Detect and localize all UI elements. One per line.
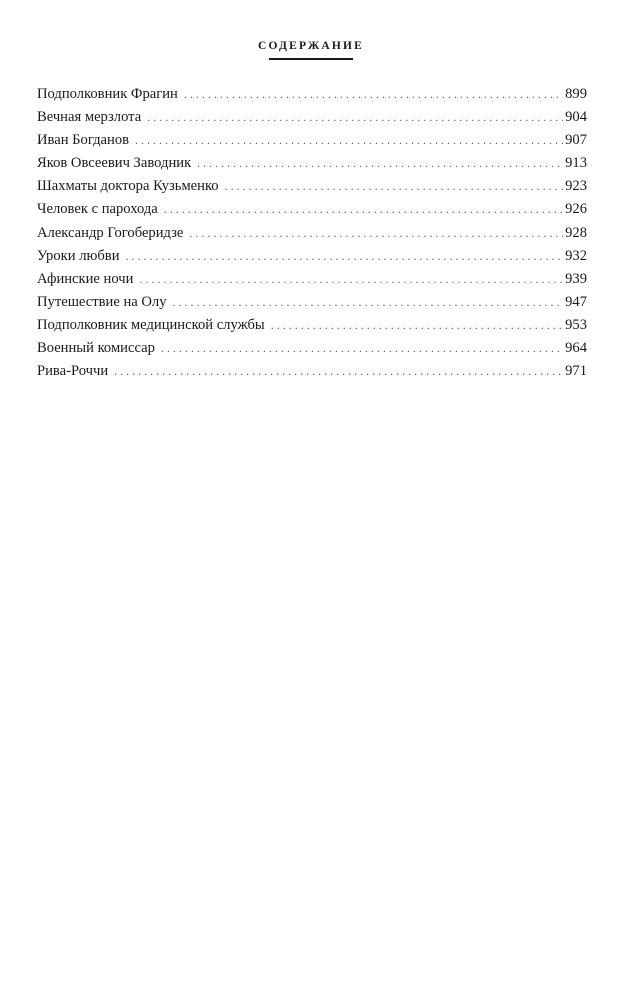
toc-entry xyxy=(37,245,587,268)
toc-entry-page: 971 xyxy=(565,363,587,380)
toc-entry-page: 923 xyxy=(565,178,587,195)
toc-entry-title: Подполковник Фрагин xyxy=(37,86,178,102)
toc-entry-title: Шахматы доктора Кузьменко xyxy=(37,178,219,195)
toc-entry-page: 907 xyxy=(565,132,587,149)
toc-entry-title: Рива-Роччи xyxy=(37,363,109,380)
dot-leader xyxy=(114,360,563,383)
toc-entry xyxy=(37,152,587,175)
dot-leader xyxy=(189,222,563,245)
dot-leader xyxy=(197,152,563,175)
toc-entry xyxy=(37,314,587,337)
toc-entry xyxy=(37,175,587,198)
toc-entry xyxy=(37,360,587,383)
title-underline xyxy=(269,58,353,60)
toc-entry xyxy=(37,291,587,314)
dot-leader xyxy=(139,268,563,291)
toc-entry-title: Путешествие на Олу xyxy=(37,293,167,310)
dot-leader xyxy=(135,129,563,152)
toc-entry xyxy=(37,222,587,245)
dot-leader xyxy=(173,291,564,314)
dot-leader xyxy=(164,198,563,221)
toc-entry-page: 953 xyxy=(565,316,587,333)
toc-entry xyxy=(37,337,587,360)
page-title: СОДЕРЖАНИЕ xyxy=(257,40,365,52)
toc-entry-page: 904 xyxy=(565,109,587,126)
toc-entry-title: Военный комиссар xyxy=(37,340,155,357)
toc-entry xyxy=(37,268,587,291)
toc-entry-title: Иван Богданов xyxy=(37,132,130,149)
toc-entry xyxy=(37,106,587,129)
toc-entry-page: 928 xyxy=(565,224,587,241)
toc-entry-page: 939 xyxy=(565,270,587,287)
toc-entry-title: Александр Гогоберидзе xyxy=(37,224,184,241)
table-of-contents xyxy=(37,83,587,383)
toc-entry-title: Подполковник медицинской службы xyxy=(37,316,265,333)
toc-entry-title: Вечная мерзлота xyxy=(37,109,142,126)
dot-leader xyxy=(271,314,563,337)
page-header xyxy=(0,40,622,60)
toc-entry xyxy=(37,198,587,221)
toc-entry xyxy=(37,83,587,106)
dot-leader xyxy=(184,83,563,106)
toc-entry-page: 964 xyxy=(565,340,587,357)
toc-entry-page: 913 xyxy=(565,155,587,172)
dot-leader xyxy=(161,337,563,360)
toc-entry-title: Яков Овсеевич Заводник xyxy=(37,155,192,172)
toc-entry-title: Афинские ночи xyxy=(37,270,134,287)
toc-entry xyxy=(37,129,587,152)
toc-entry-page: 899 xyxy=(565,86,587,102)
toc-entry-page: 932 xyxy=(565,247,587,264)
dot-leader xyxy=(147,106,563,129)
toc-entry-title: Человек с парохода xyxy=(37,201,158,218)
dot-leader xyxy=(225,175,564,198)
toc-entry-title: Уроки любви xyxy=(37,247,120,264)
toc-entry-page: 926 xyxy=(565,201,587,218)
toc-entry-page: 947 xyxy=(565,293,587,310)
dot-leader xyxy=(126,245,564,268)
